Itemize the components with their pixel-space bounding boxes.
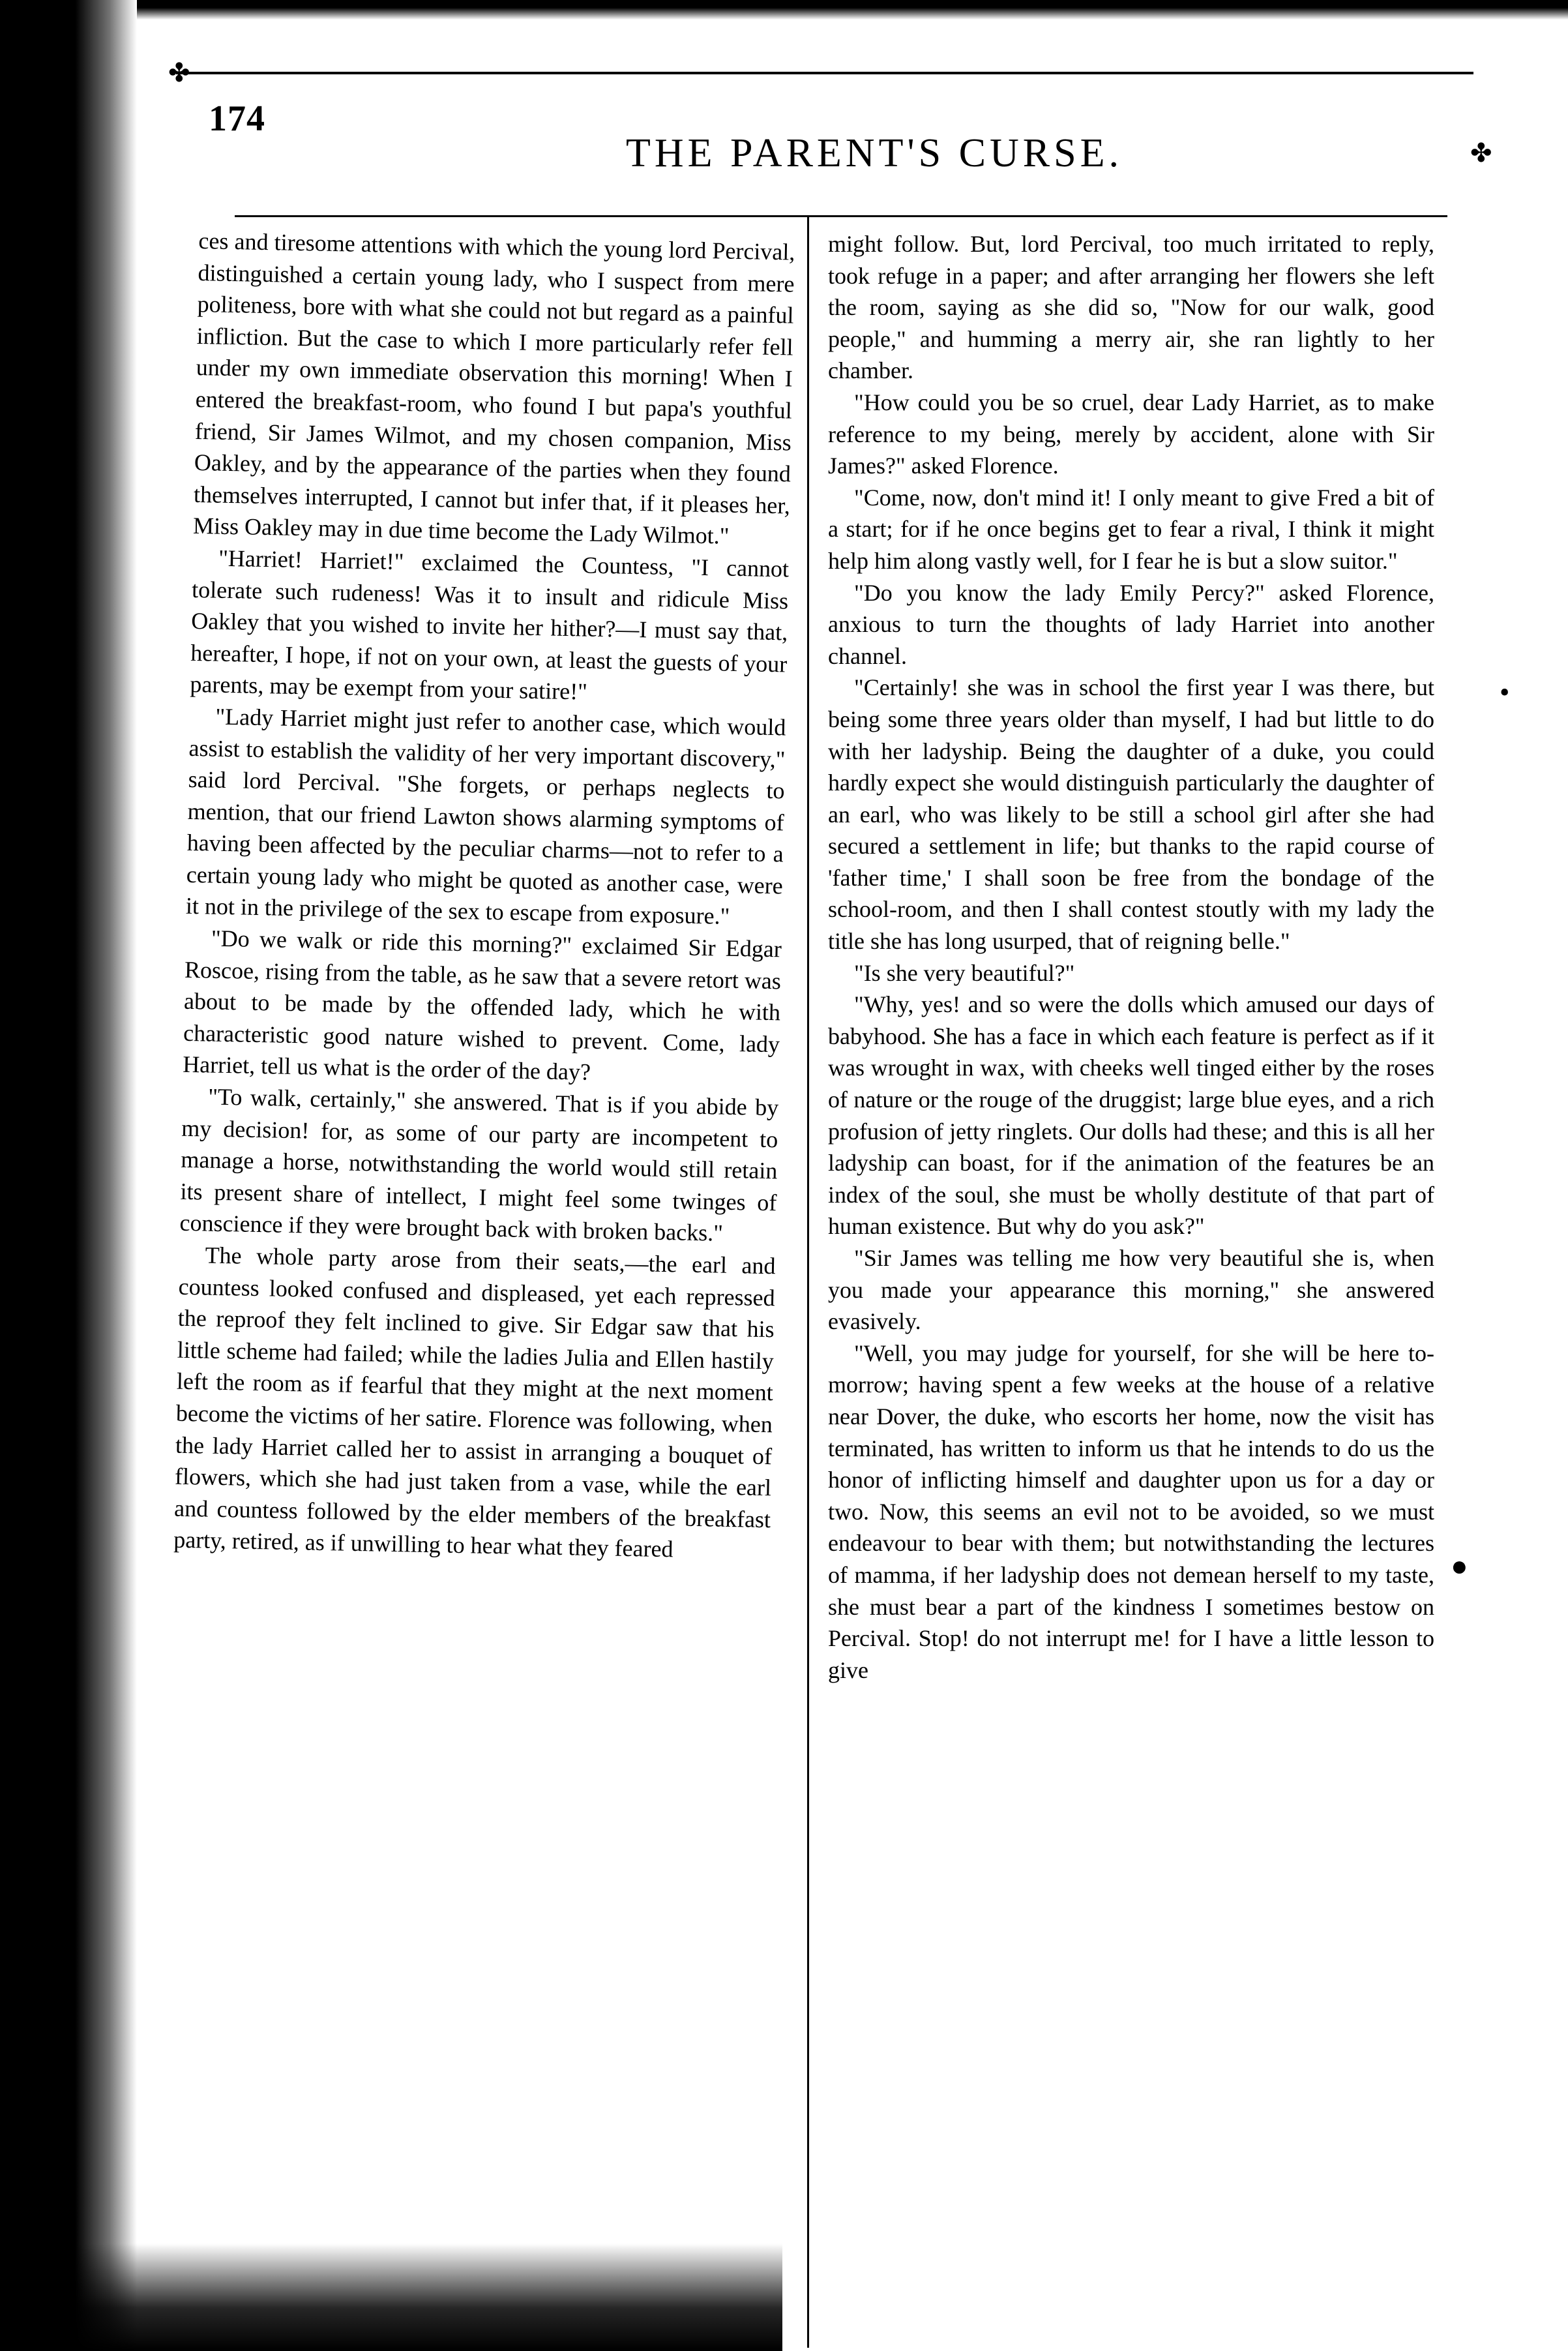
paragraph: "Sir James was telling me how very beautiful she is, when you made your appearance this morning," she answered evasively. (828, 1245, 1434, 1335)
paragraph: "Lady Harriet might just refer to another case, which would assist to establish the validity of her very important discovery," said lord Percival. "She forgets, or perhaps neglects to mention, that our friend Lawton shows alarming symptoms of having been affected by the peculiar charms—not to refer to a certain young lady who might be quoted as another case, were it not in the privilege of the sex to escape from exposure." (185, 703, 786, 930)
binding-bottom-shadow (0, 2243, 782, 2351)
top-border-rule (176, 72, 1473, 77)
running-head: THE PARENT'S CURSE. (626, 131, 1123, 175)
right-column (828, 228, 1434, 1686)
paragraph: "Why, yes! and so were the dolls which amused our days of babyhood. She has a face in which each feature is perfect as if it was wrought in wax, with cheeks well tinged either by the roses of nature or the rouge of the druggist; large blue eyes, and a rich profusion of jetty ringlets. Our dolls had these; and this is all her ladyship can boast, for if the animation of the features be an index of the soul, she must be wholly destitute of that part of human existence. But why do you ask?" (828, 991, 1434, 1240)
paragraph: "How could you be so cruel, dear Lady Harriet, as to make reference to my being, merely by accident, alone with Sir James?" asked Florence. (828, 389, 1434, 479)
paragraph: "Is she very beautiful?" (854, 959, 1075, 986)
paragraph: The whole party arose from their seats,—the earl and countess looked confused and displeased, yet each repressed the reproof they felt inclined to give. Sir Edgar saw that his little scheme had failed; while the ladies Julia and Ellen hastily left the room as if fearful that they might at the next moment become the victims of her satire. Florence was following, when the lady Harriet called her to assist in arranging a bouquet of flowers, which she had just taken from a vase, while the earl and countess followed by the elder members of the breakfast party, retired, as if unwilling to hear what they feared (173, 1242, 776, 1563)
paragraph: "Certainly! she was in school the first year I was there, but being some three years older than myself, I had but little to do with her ladyship. Being the daughter of a duke, you could hardly expect she would distinguish particularly the daughter of an earl, who was likely to be still a school girl after she had secured a settlement in life; but thanks to the rapid course of 'father time,' I shall soon be free from the bondage of the school-room, and then I shall contest stoutly with my lady the title she has long usurped, that of reigning belle." (828, 674, 1434, 955)
ink-blot-icon: • (1500, 676, 1510, 708)
paragraph: "Well, you may judge for yourself, for she will be here to-morrow; having spent a few weeks at the house of a relative near Dover, the duke, who escorts her home, now the visit has terminated, has written to inform us that he intends to do us the honor of inflicting himself and daughter upon us for a day or two. Now, this seems an evil not to be avoided, so we must endeavour to bear with them; but notwithstanding the lectures of mamma, if her ladyship does not demean herself to my taste, she must bear a part of the kindness I sometimes bestow on Percival. Stop! do not interrupt me! for I have a little lesson to give (828, 1340, 1434, 1683)
column-divider (807, 215, 809, 2348)
border-ornament-right-icon: ✤ (1470, 138, 1492, 168)
left-column (173, 225, 795, 1567)
border-ornament-left-icon: ✤ (168, 58, 190, 87)
paragraph: "Harriet! Harriet!" exclaimed the Countess, "I cannot tolerate such rudeness! Was it to insult and ridicule Miss Oakley that you wished to invite her hither?—I must say that, hereafter, I hope, if not on your own, at least the guests of your parents, may be exempt from your satire!" (190, 545, 790, 705)
page-number: 174 (209, 98, 265, 139)
paragraph: "To walk, certainly," she answered. That is if you abide by my decision! for, as some of our party are incompetent to manage a horse, notwithstanding the world would still retain its present share of intellect, I might feel some twinges of conscience if they were brought back with broken backs." (179, 1083, 779, 1247)
ink-blot-icon: ● (1451, 1550, 1468, 1582)
binding-shadow (0, 0, 137, 2351)
page-top-shadow (137, 0, 1568, 20)
paragraph: "Do you know the lady Emily Percy?" asked Florence, anxious to turn the thoughts of lady Harriet into another channel. (828, 579, 1434, 669)
header-rule (235, 215, 1447, 217)
paragraph: "Do we walk or ride this morning?" exclaimed Sir Edgar Roscoe, rising from the table, as he saw that a severe retort was about to be made by the offended lady, which he with characteristic good nature wished to prevent. Come, lady Harriet, tell us what is the order of the day? (182, 925, 782, 1086)
paragraph: might follow. But, lord Percival, too much irritated to reply, took refuge in a paper; and after arranging her flowers she left the room, saying as she did so, "Now for our walk, good people," and humming a merry air, she ran lightly to her chamber. (828, 231, 1434, 384)
paragraph: "Come, now, don't mind it! I only meant to give Fred a bit of a start; for if he once begins get to fear a rival, I think it might help him along vastly well, for I fear he is but a slow suitor." (828, 484, 1434, 574)
paragraph: ces and tiresome attentions with which the young lord Percival, distinguished a certain young lady, who I suspect from mere politeness, bore with what she could not but regard as a painful infliction. But the case to which I more particularly refer fell under my own immediate observation this morning! When I entered the breakfast-room, who found I but papa's youthful friend, Sir James Wilmot, and my chosen companion, Miss Oakley, and by the appearance of the parties when they found themselves interrupted, I cannot but infer that, if it pleases her, Miss Oakley may in due time become the Lady Wilmot." (192, 227, 795, 550)
